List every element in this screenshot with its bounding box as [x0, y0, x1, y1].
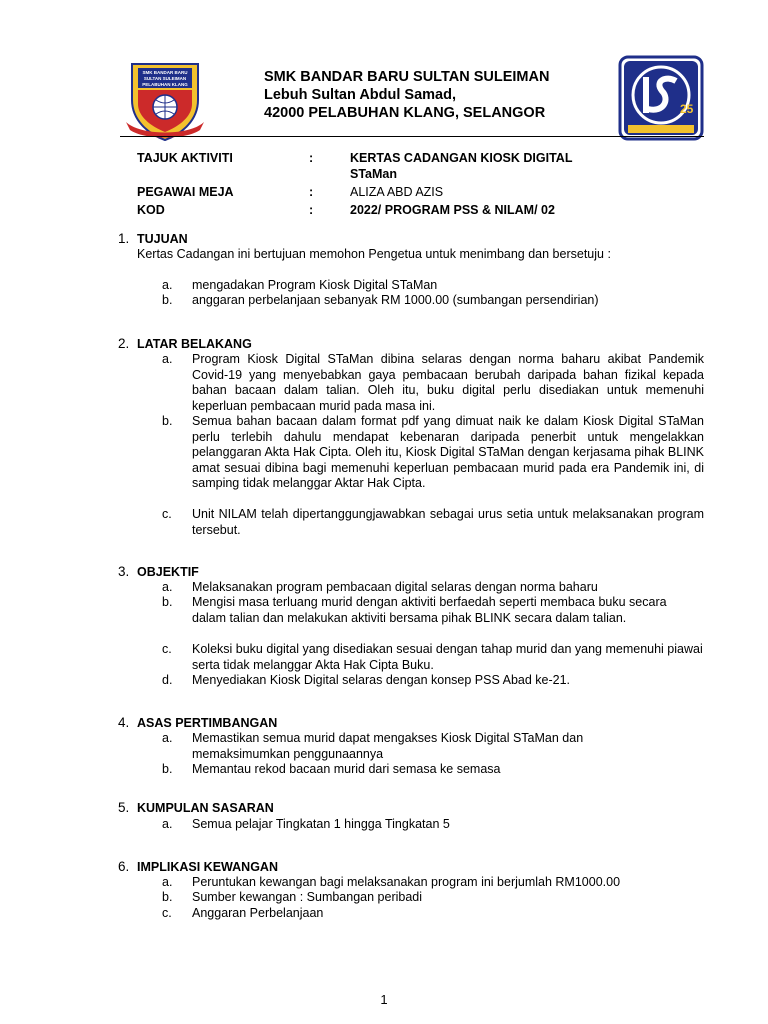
logo-number: 25: [680, 102, 694, 116]
crest-text-line1: SMK BANDAR BARU: [142, 70, 188, 75]
school-address-line1: Lebuh Sultan Abdul Samad,: [264, 87, 456, 103]
item-text: Sumber kewangan : Sumbangan peribadi: [192, 890, 423, 904]
item-label: b.: [162, 293, 173, 307]
item-text: anggaran perbelanjaan sebanyak RM 1000.00 (sumbangan persendirian): [192, 293, 599, 307]
section-title: TUJUAN: [137, 232, 188, 246]
item-label: a.: [162, 352, 173, 366]
section-number: 6.: [118, 859, 130, 874]
section-title: LATAR BELAKANG: [137, 337, 252, 351]
item-text: Unit NILAM telah dipertanggungjawabkan sebagai urus setia untuk melaksanakan program tersebut.: [192, 507, 704, 537]
section-intro: Kertas Cadangan ini bertujuan memohon Pengetua untuk menimbang dan bersetuju :: [137, 247, 611, 261]
section-number: 1.: [118, 231, 130, 246]
info-colon: :: [309, 185, 314, 199]
crest-text-line2: SULTAN SULEIMAN: [143, 76, 187, 81]
section-title: IMPLIKASI KEWANGAN: [137, 860, 278, 874]
info-value: ALIZA ABD AZIS: [350, 185, 444, 199]
item-text: Peruntukan kewangan bagi melaksanakan program ini berjumlah RM1000.00: [192, 875, 621, 889]
item-text: Mengisi masa terluang murid dengan aktiviti berfaedah seperti membaca buku secara dalam talian dan melakukan aktiviti bersama pihak BLINK secara dalam talian.: [192, 595, 667, 625]
section-number: 2.: [118, 336, 130, 351]
item-label: b.: [162, 414, 173, 428]
item-label: c.: [162, 642, 172, 656]
page-number: 1: [380, 992, 388, 1007]
item-text: Memastikan semua murid dapat mengakses Kiosk Digital STaMan dan memaksimumkan penggunaannya: [192, 731, 584, 761]
info-colon: :: [309, 151, 314, 165]
item-text: Semua pelajar Tingkatan 1 hingga Tingkatan 5: [192, 817, 450, 831]
section-number: 3.: [118, 564, 130, 579]
info-key: TAJUK AKTIVITI: [137, 151, 233, 165]
item-label: b.: [162, 595, 173, 609]
item-text: Program Kiosk Digital STaMan dibina selaras dengan norma baharu akibat Pandemik Covid-19 yang menyebabkan gaya pembacaan berubah daripada bahan fizikal kepada bahan bacaan dalam talian. Oleh itu, buku digital perlu disediakan untuk memenuhi keperluan pembacaan murid pada masa ini.: [192, 352, 704, 413]
school-address-line2: 42000 PELABUHAN KLANG, SELANGOR: [264, 105, 546, 121]
info-value: KERTAS CADANGAN KIOSK DIGITAL STaMan: [350, 151, 573, 181]
info-value: 2022/ PROGRAM PSS & NILAM/ 02: [350, 203, 555, 217]
transformation-logo: [618, 55, 704, 141]
item-label: b.: [162, 762, 173, 776]
item-text: Memantau rekod bacaan murid dari semasa ke semasa: [192, 762, 501, 776]
school-crest-logo: [124, 60, 206, 142]
item-label: d.: [162, 673, 173, 687]
item-text: Semua bahan bacaan dalam format pdf yang dimuat naik ke dalam Kiosk Digital STaMan perlu terlebih dahulu mendapat kebenaran daripada penerbit untuk mengelakkan pelanggaran Akta Hak Cipta. Oleh itu, Kiosk Digital STaMan dengan kerjasama pihak BLINK amat sesuai dibina bagi memenuhi keperluan pembacaan murid pada era Pandemik ini, di samping tidak melanggar Aktar Hak Cipta.: [192, 414, 704, 490]
item-label: c.: [162, 906, 172, 920]
section-title: OBJEKTIF: [137, 565, 199, 579]
info-key: PEGAWAI MEJA: [137, 185, 234, 199]
school-name: SMK BANDAR BARU SULTAN SULEIMAN: [264, 69, 550, 85]
info-key: KOD: [137, 203, 165, 217]
item-label: a.: [162, 278, 173, 292]
item-label: a.: [162, 875, 173, 889]
section-number: 5.: [118, 800, 130, 815]
item-text: Koleksi buku digital yang disediakan sesuai dengan tahap murid dan yang memenuhi piawai serta tidak melanggar Akta Hak Cipta Buku.: [192, 642, 703, 672]
item-text: Melaksanakan program pembacaan digital selaras dengan norma baharu: [192, 580, 598, 594]
item-text: Menyediakan Kiosk Digital selaras dengan konsep PSS Abad ke-21.: [192, 673, 571, 687]
crest-text-line3: PELABUHAN KLANG: [142, 82, 188, 87]
header-divider: [120, 136, 704, 137]
item-label: c.: [162, 507, 172, 521]
item-text: mengadakan Program Kiosk Digital STaMan: [192, 278, 438, 292]
item-label: a.: [162, 817, 173, 831]
item-label: a.: [162, 580, 173, 594]
section-title: KUMPULAN SASARAN: [137, 801, 274, 815]
item-label: b.: [162, 890, 173, 904]
section-number: 4.: [118, 715, 130, 730]
section-title: ASAS PERTIMBANGAN: [137, 716, 278, 730]
school-header: [264, 68, 549, 122]
item-text: Anggaran Perbelanjaan: [192, 906, 324, 920]
item-label: a.: [162, 731, 173, 745]
info-colon: :: [309, 203, 314, 217]
